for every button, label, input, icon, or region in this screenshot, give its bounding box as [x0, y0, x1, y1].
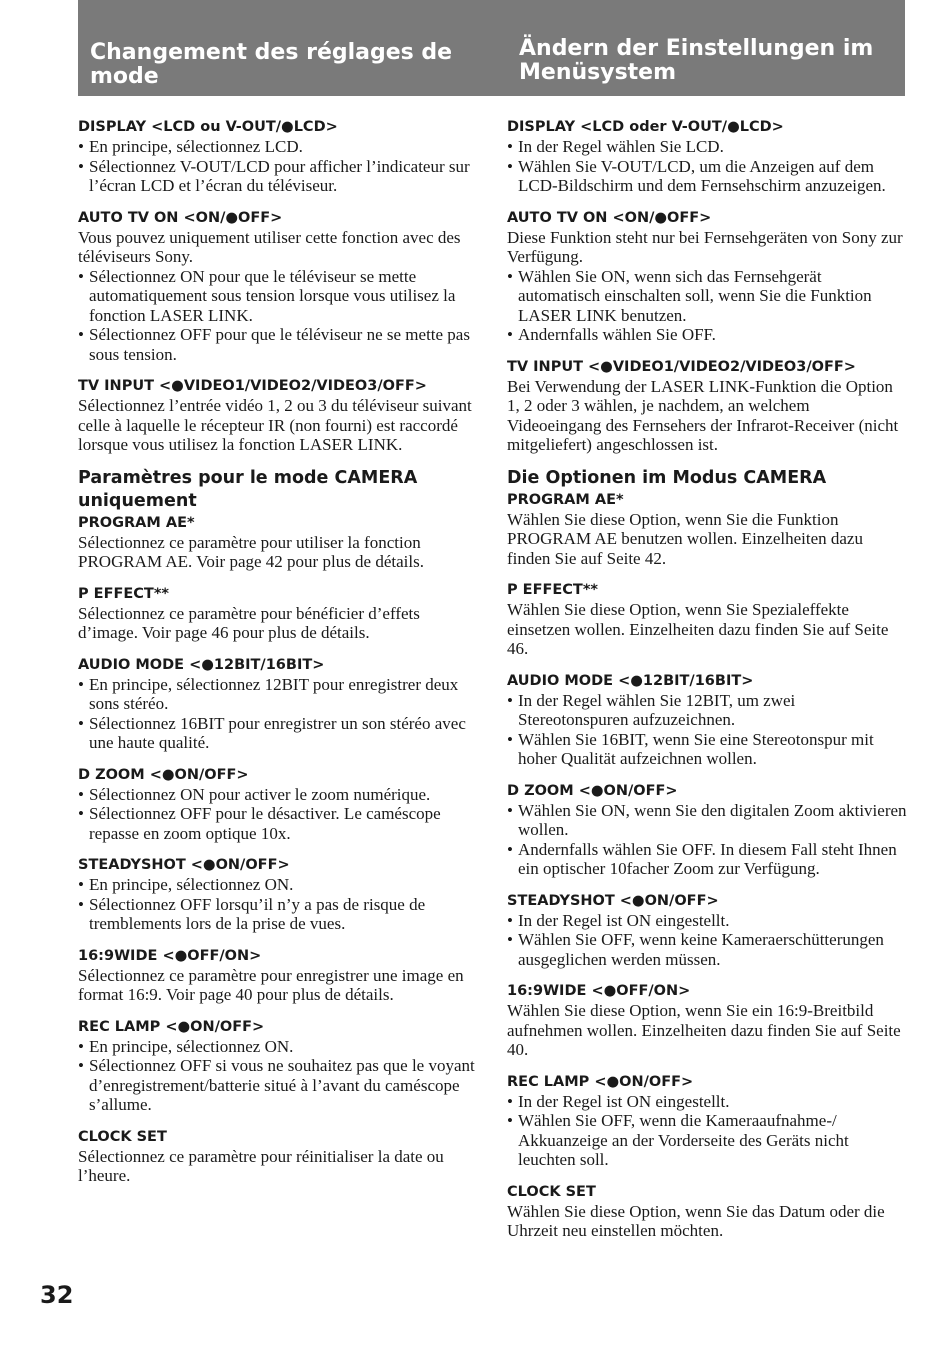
program-ae-text: Sélectionnez ce paramètre pour utiliser la fonction PROGRAM AE. Voir page 42 pour plus de détails.	[78, 532, 424, 571]
program-ae-text: Wählen Sie diese Option, wenn Sie die Funktion PROGRAM AE benutzen wollen. Einzelheiten dazu finden Sie auf Seite 42.	[507, 509, 863, 568]
clock-set-text: Wählen Sie diese Option, wenn Sie das Datum oder die Uhrzeit neu einstellen möchten.	[507, 1201, 885, 1240]
bullet-item: • Wählen Sie ON, wenn sich das Fernsehgerät automatisch einschalten soll, wenn Sie die Funktion LASER LINK benutzen.	[507, 267, 907, 326]
tv-input-text: Bei Verwendung der LASER LINK-Funktion die Option 1, 2 oder 3 wählen, je nachdem, an welchem Videoeingang des Fernsehers der Infrarot-Receiver (nicht mitgeliefert) angeschlossen ist.	[507, 376, 899, 454]
german-column	[507, 117, 907, 1253]
display-bullets	[78, 137, 478, 196]
tv-input-section	[507, 357, 907, 455]
display-section	[507, 117, 907, 196]
tv-input-heading: TV INPUT <●VIDEO1/VIDEO2/VIDEO3/OFF>	[78, 378, 427, 394]
steadyshot-bullets	[78, 875, 478, 934]
clock-set-heading: CLOCK SET	[78, 1128, 167, 1145]
bullet-item: • In der Regel ist ON eingestellt.	[507, 1092, 907, 1112]
program-ae-heading: PROGRAM AE*	[507, 491, 624, 508]
rec-lamp-heading: REC LAMP <●ON/OFF>	[78, 1018, 265, 1035]
display-heading: DISPLAY <LCD oder V-OUT/●LCD>	[507, 119, 784, 135]
auto-tv-heading: AUTO TV ON <ON/●OFF>	[507, 209, 712, 226]
auto-tv-bullets	[507, 267, 907, 345]
bullet-item: • Sélectionnez ON pour activer le zoom numérique.	[78, 785, 478, 805]
bullet-item: • Sélectionnez OFF pour le désactiver. Le caméscope repasse en zoom optique 10x.	[78, 804, 478, 843]
d-zoom-heading: D ZOOM <●ON/OFF>	[78, 766, 249, 783]
bullet-item: • Sélectionnez 16BIT pour enregistrer un son stéréo avec une haute qualité.	[78, 714, 478, 753]
display-bullets	[507, 137, 907, 196]
audio-mode-heading: AUDIO MODE <●12BIT/16BIT>	[78, 656, 325, 673]
page-number: 32	[40, 1281, 74, 1309]
clock-set-heading: CLOCK SET	[507, 1183, 596, 1200]
bullet-item: • Sélectionnez OFF pour que le téléviseur ne se mette pas sous tension.	[78, 325, 478, 364]
rec-lamp-section	[507, 1072, 907, 1170]
bullet-item: • En principe, sélectionnez 12BIT pour enregistrer deux sons stéréo.	[78, 675, 478, 714]
wide-text: Wählen Sie diese Option, wenn Sie ein 16:9-Breitbild aufnehmen wollen. Einzelheiten dazu finden Sie auf Seite 40.	[507, 1001, 901, 1059]
p-effect-text: Sélectionnez ce paramètre pour bénéficier d’effets d’image. Voir page 46 pour plus de détails.	[78, 603, 420, 642]
program-ae-heading: PROGRAM AE*	[78, 514, 195, 531]
d-zoom-section	[507, 781, 907, 879]
audio-mode-section	[507, 671, 907, 769]
clock-set-section	[78, 1127, 478, 1186]
auto-tv-section	[78, 208, 478, 365]
bullet-item: • Sélectionnez OFF lorsqu’il n’y a pas de risque de tremblements lors de la prise de vues.	[78, 895, 478, 934]
wide-heading: 16:9WIDE <●OFF/ON>	[507, 983, 691, 999]
wide-text: Sélectionnez ce paramètre pour enregistrer une image en format 16:9. Voir page 40 pour plus de détails.	[78, 965, 464, 1004]
bullet-item: • En principe, sélectionnez LCD.	[78, 137, 478, 157]
display-section	[78, 117, 478, 196]
bullet-item: • En principe, sélectionnez ON.	[78, 1037, 478, 1057]
bullet-item: • Sélectionnez ON pour que le téléviseur se mette automatiquement sous tension lorsque vous utilisez la fonction LASER LINK.	[78, 267, 478, 326]
bullet-item: • Wählen Sie V-OUT/LCD, um die Anzeigen auf dem LCD-Bildschirm und dem Fernsehschirm anzuzeigen.	[507, 157, 907, 196]
auto-tv-text: Diese Funktion steht nur bei Fernsehgeräten von Sony zur Verfügung.	[507, 227, 903, 266]
steadyshot-bullets	[507, 911, 907, 970]
german-title: Ändern der Einstellungen im Menüsystem	[519, 36, 874, 85]
wide-section	[507, 981, 907, 1060]
auto-tv-bullets	[78, 267, 478, 365]
tv-input-heading: TV INPUT <●VIDEO1/VIDEO2/VIDEO3/OFF>	[507, 358, 856, 375]
p-effect-text: Wählen Sie diese Option, wenn Sie Spezialeffekte einsetzen wollen. Einzelheiten dazu finden Sie auf Seite 46.	[507, 600, 889, 658]
auto-tv-text: Vous pouvez uniquement utiliser cette fonction avec des téléviseurs Sony.	[78, 227, 461, 266]
header-bar	[78, 0, 905, 96]
bullet-item: • En principe, sélectionnez ON.	[78, 875, 478, 895]
bullet-item: • Wählen Sie OFF, wenn keine Kameraerschütterungen ausgeglichen werden müssen.	[507, 930, 907, 969]
rec-lamp-section	[78, 1017, 478, 1115]
program-ae-section	[507, 490, 907, 569]
wide-heading: 16:9WIDE <●OFF/ON>	[78, 947, 262, 964]
d-zoom-section	[78, 765, 478, 844]
steadyshot-heading: STEADYSHOT <●ON/OFF>	[507, 892, 719, 909]
steadyshot-heading: STEADYSHOT <●ON/OFF>	[78, 857, 290, 873]
french-column	[78, 117, 478, 1198]
clock-set-text: Sélectionnez ce paramètre pour réinitialiser la date ou l’heure.	[78, 1146, 444, 1185]
bullet-item: • In der Regel wählen Sie 12BIT, um zwei Stereotonspuren aufzuzeichnen.	[507, 691, 907, 730]
auto-tv-heading: AUTO TV ON <ON/●OFF>	[78, 209, 283, 226]
d-zoom-bullets	[507, 801, 907, 879]
audio-mode-bullets	[78, 675, 478, 753]
p-effect-heading: P EFFECT**	[78, 585, 169, 602]
program-ae-section	[78, 513, 478, 572]
steadyshot-section	[507, 891, 907, 970]
french-title: Changement des réglages de mode	[90, 40, 453, 89]
clock-set-section	[507, 1182, 907, 1241]
camera-mode-heading: Die Optionen im Modus CAMERA	[507, 467, 827, 488]
p-effect-section	[507, 580, 907, 659]
display-heading: DISPLAY <LCD ou V-OUT/●LCD>	[78, 119, 338, 135]
bullet-item: • Wählen Sie OFF, wenn die Kameraaufnahme-/ Akkuanzeige an der Vorderseite des Geräts nicht leuchten soll.	[507, 1111, 907, 1170]
audio-mode-heading: AUDIO MODE <●12BIT/16BIT>	[507, 672, 754, 689]
audio-mode-bullets	[507, 691, 907, 769]
bullet-item: • Wählen Sie ON, wenn Sie den digitalen Zoom aktivieren wollen.	[507, 801, 907, 840]
audio-mode-section	[78, 655, 478, 753]
bullet-item: • Andernfalls wählen Sie OFF.	[507, 325, 907, 345]
bullet-item: • Sélectionnez OFF si vous ne souhaitez pas que le voyant d’enregistrement/batterie situé à l’avant du caméscope s’allume.	[78, 1056, 478, 1115]
p-effect-section	[78, 584, 478, 643]
rec-lamp-bullets	[507, 1092, 907, 1170]
steadyshot-section	[78, 855, 478, 934]
bullet-item: • In der Regel wählen Sie LCD.	[507, 137, 907, 157]
auto-tv-section	[507, 208, 907, 345]
bullet-item: • Sélectionnez V-OUT/LCD pour afficher l’indicateur sur l’écran LCD et l’écran du téléviseur.	[78, 157, 478, 196]
tv-input-section	[78, 376, 478, 455]
p-effect-heading: P EFFECT**	[507, 582, 598, 598]
camera-mode-heading: Paramètres pour le mode CAMERA uniquement	[78, 467, 418, 511]
rec-lamp-bullets	[78, 1037, 478, 1115]
bullet-item: • Wählen Sie 16BIT, wenn Sie eine Stereotonspur mit hoher Qualität aufzeichnen wollen.	[507, 730, 907, 769]
bullet-item: • In der Regel ist ON eingestellt.	[507, 911, 907, 931]
bullet-item: • Andernfalls wählen Sie OFF. In diesem Fall steht Ihnen ein optischer 10facher Zoom zur Verfügung.	[507, 840, 907, 879]
d-zoom-bullets	[78, 785, 478, 844]
d-zoom-heading: D ZOOM <●ON/OFF>	[507, 782, 678, 799]
rec-lamp-heading: REC LAMP <●ON/OFF>	[507, 1073, 694, 1090]
tv-input-text: Sélectionnez l’entrée vidéo 1, 2 ou 3 du téléviseur suivant celle à laquelle le récepteur IR (non fourni) est raccordé lorsque vous utilisez la fonction LASER LINK.	[78, 396, 472, 454]
wide-section	[78, 946, 478, 1005]
